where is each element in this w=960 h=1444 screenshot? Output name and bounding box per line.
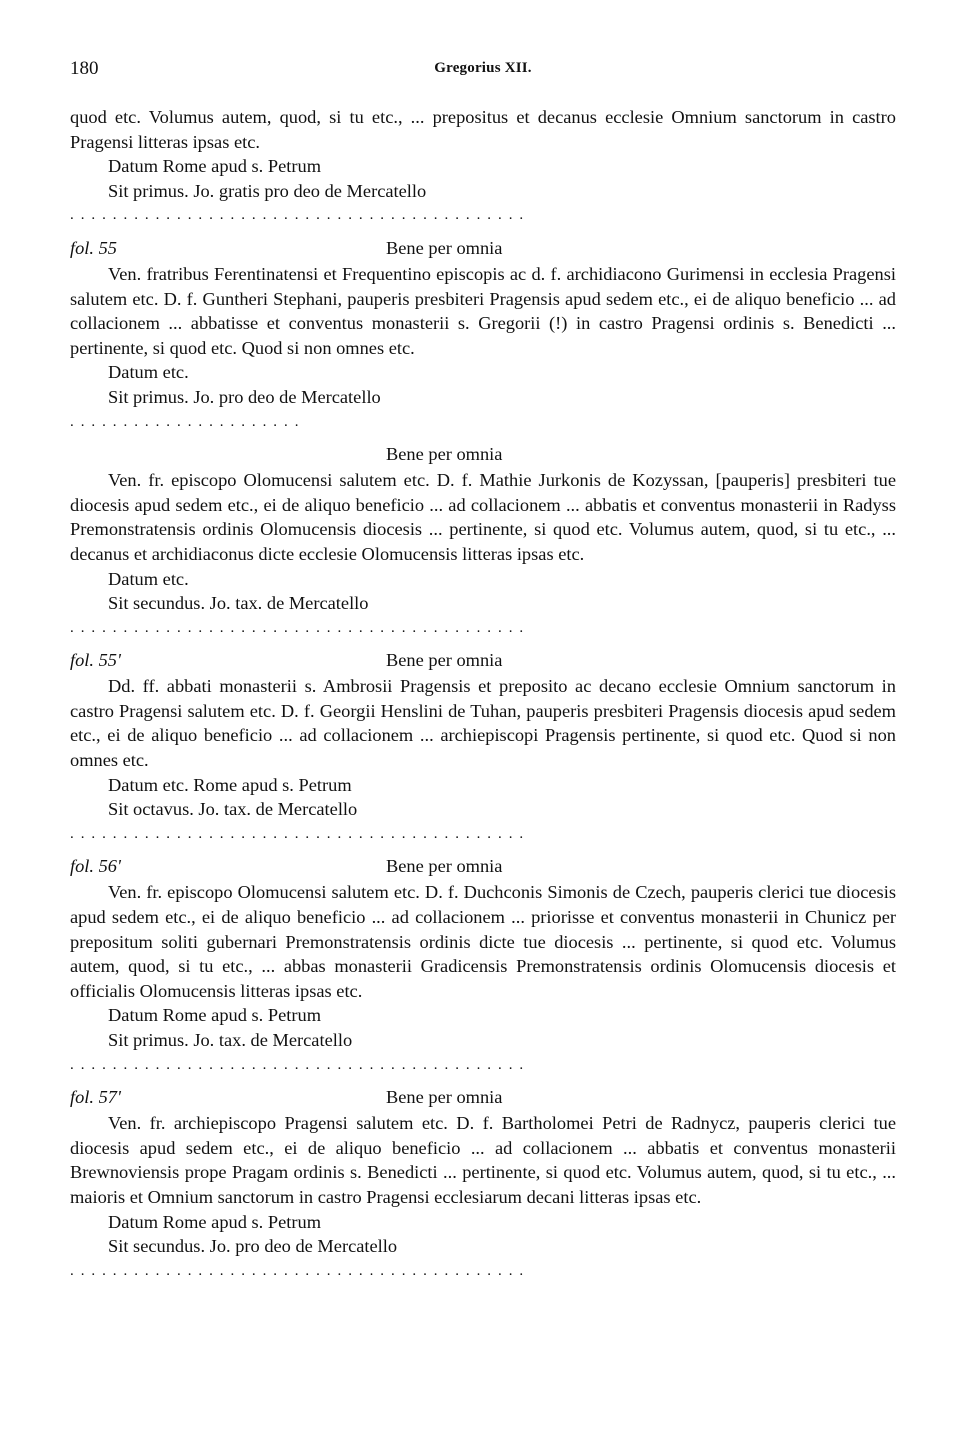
- entry-text: Ven. fr. episcopo Olomucensi salutem etc. D. f. Duchconis Simonis de Czech, pauperis clerici tue diocesis apud sedem etc., ei de aliquo beneficio ... ad collacionem ... priorisse et conventus monasterii in Chunicz per prepositum soliti gubernari Premonstratensis ordinis dicte tue diocesis ... pertinente, si quod etc. Volumus autem, quod, si tu etc., ... abbas monasterii Gradicensis Premonstratensis ordinis Olomucensis diocesis et officialis Olomucensis litteras ipsas etc.: [70, 882, 896, 1001]
- entry-heading: [70, 1084, 896, 1111]
- entry-text: Ven. fr. episcopo Olomucensi salutem etc. D. f. Mathie Jurkonis de Kozyssan, [pauperis] presbiteri tue diocesis apud sedem etc., ei de aliquo beneficio ... ad collacionem ... abbatis et conventus monasterii in Radyss Premonstratensis ordinis Olomucensis diocesis ... pertinente, si quod etc. Volumus autem, quod, si tu etc., ... decanus et archidiaconus dicte ecclesie Olomucensis litteras ipsas etc.: [70, 470, 896, 564]
- dotted-separator: . . . . . . . . . . . . . . . . . . . . . . . . . . . . . . . . . . . . . . . . . . .: [70, 619, 525, 636]
- folio-reference: fol. 56': [70, 856, 121, 877]
- folio-reference: fol. 55: [70, 237, 118, 258]
- entry: [70, 853, 896, 1077]
- sit-line: Sit primus. Jo. gratis pro deo de Mercatello: [108, 180, 427, 201]
- dotted-separator: . . . . . . . . . . . . . . . . . . . . . . . . . . . . . . . . . . . . . . . . . . .: [70, 207, 525, 224]
- sit-line: Sit secundus. Jo. tax. de Mercatello: [108, 593, 369, 614]
- entry: [70, 441, 896, 640]
- dotted-separator: . . . . . . . . . . . . . . . . . . . . . . . . . . . . . . . . . . . . . . . . . . .: [70, 1056, 525, 1073]
- bene-per-omnia: Bene per omnia: [386, 1087, 503, 1108]
- entry-text: quod etc. Volumus autem, quod, si tu etc., ... prepositus et decanus ecclesie Omnium sanctorum in castro Pragensi litteras ipsas etc.: [70, 107, 896, 152]
- datum-line: Datum etc. Rome apud s. Petrum: [108, 774, 352, 795]
- entry-heading: [70, 647, 896, 674]
- datum-line: Datum Rome apud s. Petrum: [108, 1211, 322, 1232]
- datum-line: Datum etc.: [108, 568, 189, 589]
- entry-heading: [70, 853, 896, 880]
- sit-line: Sit octavus. Jo. tax. de Mercatello: [108, 799, 358, 820]
- entry-heading: [70, 441, 896, 468]
- bene-per-omnia: Bene per omnia: [386, 650, 503, 671]
- entry-text: Ven. fr. archiepiscopo Pragensi salutem etc. D. f. Bartholomei Petri de Radnycz, pauperis clerici tue diocesis apud sedem etc., ei de aliquo beneficio ... ad collacionem ... abbatis et conventus monasterii Brewnoviensis prope Pragam ordinis s. Benedicti ... pertinente, si quod etc. Volumus autem, quod, si tu etc., ... maioris et Omnium sanctorum in castro Pragensi ecclesiarum decani litteras ipsas etc.: [70, 1113, 896, 1207]
- entry: [70, 1084, 896, 1283]
- page-header: [70, 58, 896, 86]
- entry: [70, 105, 896, 228]
- document-body: [70, 105, 896, 1283]
- bene-per-omnia: Bene per omnia: [386, 237, 503, 258]
- datum-line: Datum etc.: [108, 362, 189, 383]
- entry-text: Ven. fratribus Ferentinatensi et Frequentino episcopis ac d. f. archidiacono Gurimensi in ecclesia Pragensi salutem etc. D. f. Guntheri Stephani, pauperis presbiteri Pragensis apud sedem etc., ei de aliquo beneficio ... ad collacionem ... abbatisse et conventus monasterii s. Gregorii (!) in castro Pragensi ordinis s. Benedicti ... pertinente, si quod etc. Quod si non omnes etc.: [70, 263, 896, 358]
- dotted-separator: . . . . . . . . . . . . . . . . . . . . . .: [70, 413, 301, 430]
- sit-line: Sit primus. Jo. tax. de Mercatello: [108, 1030, 353, 1050]
- sit-line: Sit secundus. Jo. pro deo de Mercatello: [108, 1236, 398, 1257]
- datum-line: Datum Rome apud s. Petrum: [108, 1005, 322, 1026]
- folio-reference: fol. 55': [70, 650, 121, 671]
- entry: [70, 235, 896, 434]
- entry: [70, 647, 896, 846]
- dotted-separator: . . . . . . . . . . . . . . . . . . . . . . . . . . . . . . . . . . . . . . . . . . .: [70, 1262, 525, 1279]
- entry-heading: [70, 235, 896, 262]
- bene-per-omnia: Bene per omnia: [386, 444, 503, 465]
- datum-line: Datum Rome apud s. Petrum: [108, 156, 322, 177]
- folio-reference: fol. 57': [70, 1087, 121, 1108]
- sit-line: Sit primus. Jo. pro deo de Mercatello: [108, 386, 381, 407]
- entry-text: Dd. ff. abbati monasterii s. Ambrosii Pragensis et preposito ac decano ecclesie Omnium sanctorum in castro Pragensi salutem etc. D. f. Georgii Henslini de Tuhan, pauperis presbiteri Pragensis diocesis apud sedem etc., ei de aliquo beneficio ... ad collacionem ... archiepiscopi Pragensis pertinente, si quod etc. Quod si non omnes etc.: [70, 676, 896, 771]
- page-number: 180: [70, 58, 99, 79]
- bene-per-omnia: Bene per omnia: [386, 856, 503, 877]
- running-title: Gregorius XII.: [434, 60, 532, 76]
- dotted-separator: . . . . . . . . . . . . . . . . . . . . . . . . . . . . . . . . . . . . . . . . . . .: [70, 825, 525, 842]
